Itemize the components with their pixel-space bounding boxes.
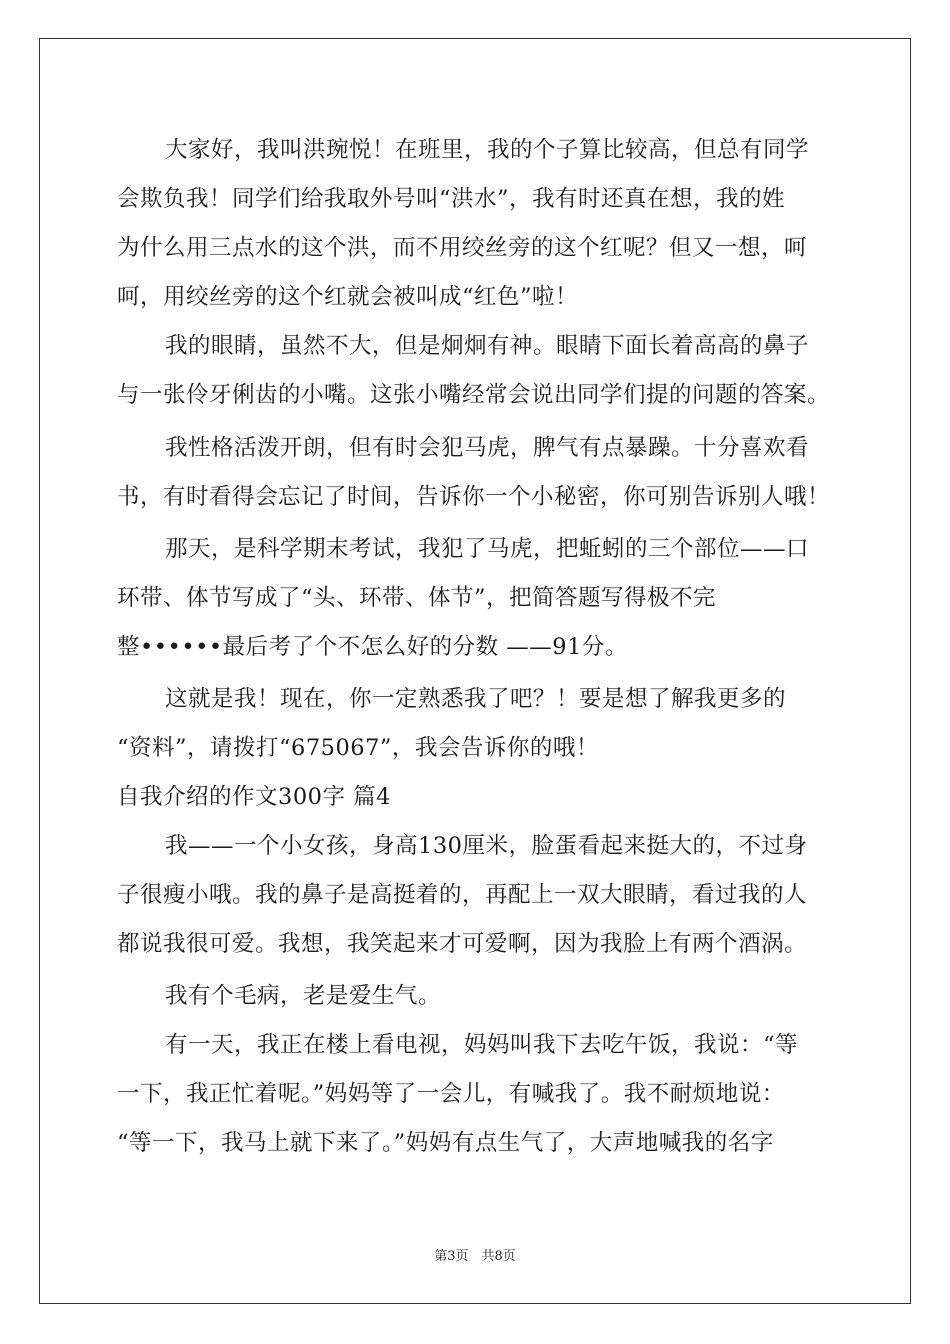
text-line: 都说我很可爱。我想，我笑起来才可爱啊，因为我脸上有两个酒涡。 <box>117 931 808 957</box>
text-line: 一下，我正忙着呢。”妈妈等了一会儿，有喊我了。我不耐烦地说： <box>117 1081 785 1107</box>
text-line: 我有个毛病，老是爱生气。 <box>165 983 442 1009</box>
text-line: “资料”，请拨打“675067”，我会告诉你的哦！ <box>117 735 599 761</box>
text-line: “等一下，我马上就下来了。”妈妈有点生气了，大声地喊我的名字 <box>117 1130 774 1156</box>
text-line: 整••••••最后考了个不怎么好的分数 ——91分。 <box>117 634 628 660</box>
section-heading: 自我介绍的作文300字 篇4 <box>117 784 391 810</box>
page-number: 第3页 共8页 <box>434 1249 516 1264</box>
text-line: 大家好，我叫洪琬悦！在班里，我的个子算比较高，但总有同学 <box>165 137 810 163</box>
text-line: 这就是我！现在，你一定熟悉我了吧？！要是想了解我更多的 <box>165 686 787 712</box>
text-line: 环带、体节写成了“头、环带、体节”，把简答题写得极不完 <box>117 585 717 611</box>
text-line: 会欺负我！同学们给我取外号叫“洪水”，我有时还真在想，我的姓 <box>117 186 786 212</box>
text-line: 子很瘦小哦。我的鼻子是高挺着的，再配上一双大眼睛，看过我的人 <box>117 882 808 908</box>
text-line: 我的眼睛，虽然不大，但是炯炯有神。眼睛下面长着高高的鼻子 <box>165 333 810 359</box>
text-line: 我性格活泼开朗，但有时会犯马虎，脾气有点暴躁。十分喜欢看 <box>165 435 810 461</box>
text-line: 呵，用绞丝旁的这个红就会被叫成“红色”啦！ <box>117 284 579 310</box>
text-line: 为什么用三点水的这个洪，而不用绞丝旁的这个红呢？但又一想，呵 <box>117 235 808 261</box>
text-line: 我——一个小女孩，身高130厘米，脸蛋看起来挺大的，不过身 <box>165 833 808 859</box>
text-line: 书，有时看得会忘记了时间，告诉你一个小秘密，你可别告诉别人哦！ <box>117 484 831 510</box>
text-line: 那天，是科学期末考试，我犯了马虎，把蚯蚓的三个部位——口 <box>165 536 810 562</box>
text-line: 与一张伶牙俐齿的小嘴。这张小嘴经常会说出同学们提的问题的答案。 <box>117 382 831 408</box>
text-line: 有一天，我正在楼上看电视，妈妈叫我下去吃午饭，我说：“等 <box>165 1032 799 1058</box>
page-border <box>39 38 911 1304</box>
